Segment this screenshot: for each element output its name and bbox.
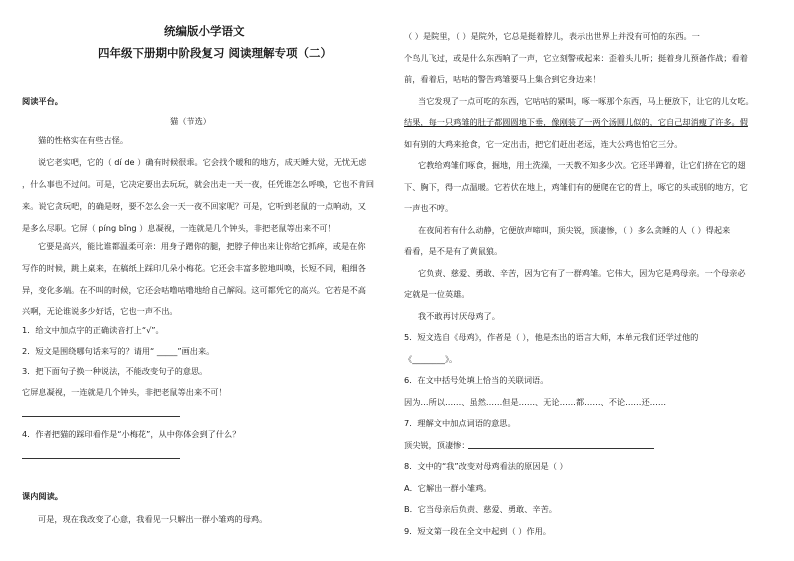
question-5: 5．短文选自《母鸡》，作者是（ ），他是杰出的语言大师，本单元我们还学过他的 bbox=[404, 332, 699, 342]
question-5-continued: 《________》。 bbox=[404, 354, 458, 364]
answer-line-q3[interactable] bbox=[22, 416, 180, 417]
paragraph-9: 我不敢再讨厌母鸡了。 bbox=[418, 311, 500, 321]
question-6-options: 因为…所以……、虽然……但是……、无论……都……、不论……还…… bbox=[404, 397, 667, 407]
passage-line: （ ）是院里，（ ）是院外，它总是挺着脖儿，表示出世界上并没有可怕的东西。一 bbox=[404, 31, 700, 41]
passage-line: 前，看着后，咕咕的警告鸡雏要马上集合到它身边来！ bbox=[404, 74, 601, 84]
question-3-sentence: 它屏息凝视，一连就是几个钟头，非把老鼠等出来不可！ bbox=[22, 387, 227, 397]
paragraph-6-line: 它教给鸡雏们啄食，掘地，用土洗澡，一天教不知多少次。它还半蹲着，让它们挤在它的翅 bbox=[418, 160, 746, 170]
paragraph-6-line: 一声也不哼。 bbox=[404, 203, 454, 213]
header-title-line2: 四年级下册期中阶段复习 阅读理解专项（二） bbox=[98, 46, 333, 60]
question-7-item: 顶尖锐，顶凄惨： bbox=[404, 440, 470, 450]
paragraph-5-line-underlined: 结果，每一只鸡雏的肚子都圆圆地下垂，像刚装了一两个汤圆儿似的，它自己却消瘦了许多。假 bbox=[404, 117, 748, 127]
paragraph-8-line: 它负责、慈爱、勇敢、辛苦，因为它有了一群鸡雏。它伟大，因为它是鸡母亲。一个母亲必 bbox=[418, 268, 746, 278]
question-8-option-a: A．它解出一群小雏鸡。 bbox=[404, 483, 492, 493]
paragraph-3-line: 写作的时候，跳上桌来，在稿纸上踩印几朵小梅花。它还会丰富多腔地叫唤，长短不同，粗细各 bbox=[22, 263, 366, 273]
paragraph-7-line: 在夜间若有什么动静，它便放声啼叫，顶尖锐，顶凄惨，（ ）多么贪睡的人（ ）得起来 bbox=[418, 225, 731, 235]
paragraph-3-line: 它要是高兴，能比谁都温柔可亲：用身子蹭你的腿，把脖子伸出来让你给它抓痒，或是在你 bbox=[38, 241, 366, 251]
question-7: 7．理解文中加点词语的意思。 bbox=[404, 418, 516, 428]
question-4: 4．作者把猫的踩印看作是“小梅花”，从中你体会到了什么？ bbox=[22, 429, 241, 439]
section-heading-reading: 阅读平台。 bbox=[22, 96, 63, 106]
paragraph-5-line: 当它发现了一点可吃的东西，它咕咕的紧叫，啄一啄那个东西，马上便放下，让它的儿女吃。 bbox=[418, 96, 754, 106]
header-title-line1: 统编版小学语文 bbox=[164, 24, 245, 38]
answer-line-q4[interactable] bbox=[22, 458, 180, 459]
paragraph-7-line: 看看，是不是有了黄鼠狼。 bbox=[404, 246, 503, 256]
paragraph-8-line: 定就是一位英雄。 bbox=[404, 289, 470, 299]
answer-line-q7[interactable] bbox=[468, 448, 654, 449]
question-3: 3．把下面句子换一种说法，不能改变句子的意思。 bbox=[22, 366, 208, 376]
right-column bbox=[404, 0, 776, 561]
passage-line: 个鸟儿飞过，或是什么东西响了一声，它立刻警戒起来：歪着头儿听；挺着身儿预备作战；看着 bbox=[404, 53, 748, 63]
paragraph-3-line: 异，变化多端。在不叫的时候，它还会咕噜咕噜地给自己解闷。这可都凭它的高兴。它若是不高 bbox=[22, 285, 366, 295]
paragraph-3-line: 兴啊，无论谁说多少好话，它也一声不出。 bbox=[22, 306, 178, 316]
passage-title: 猫（节选） bbox=[170, 116, 211, 126]
question-9: 9．短文第一段在全文中起到（ ）作用。 bbox=[404, 526, 551, 536]
paragraph-2-line: 说它老实吧，它的（ dí de ）确有时候很乖。它会找个暖和的地方，成天睡大觉，无忧无虑 bbox=[38, 157, 367, 167]
question-2: 2．短文是围绕哪句话来写的？请用“ _____”画出来。 bbox=[22, 346, 215, 356]
question-6: 6．在文中括号处填上恰当的关联词语。 bbox=[404, 375, 549, 385]
question-8-option-b: B．它当母亲后负责、慈爱、勇敢、辛苦。 bbox=[404, 504, 557, 514]
left-column bbox=[22, 0, 394, 561]
paragraph-5-line: 如有别的大鸡来抢食，它一定出击，把它们赶出老远，连大公鸡也怕它三分。 bbox=[404, 139, 683, 149]
question-8: 8．文中的“我”改变对母鸡看法的原因是（ ） bbox=[404, 461, 568, 471]
paragraph-2-line: 来。说它贪玩吧，的确是呀，要不怎么会一天一夜不回家呢？可是，它听到老鼠的一点响动，又 bbox=[22, 201, 366, 211]
paragraph-1: 猫的性格实在有些古怪。 bbox=[38, 135, 129, 145]
paragraph-6-line: 下、胸下，得一点温暖。它若伏在地上，鸡雏们有的便爬在它的背上，啄它的头或别的地方，它 bbox=[404, 182, 748, 192]
section-heading-in-class: 课内阅读。 bbox=[22, 491, 63, 501]
question-1: 1．给文中加点字的正确读音打上“√”。 bbox=[22, 325, 164, 335]
paragraph-2-line: 是多么尽职。它屏（ píng bǐng ）息凝视，一连就是几个钟头，非把老鼠等出来不可！ bbox=[22, 223, 336, 233]
paragraph-2-line: ，什么事也不过问。可是，它决定要出去玩玩，就会出走一天一夜，任凭谁怎么呼唤，它也不肯回 bbox=[22, 179, 375, 189]
paragraph-4: 可是，现在我改变了心意，我看见一只解出一群小雏鸡的母鸡。 bbox=[38, 514, 268, 524]
